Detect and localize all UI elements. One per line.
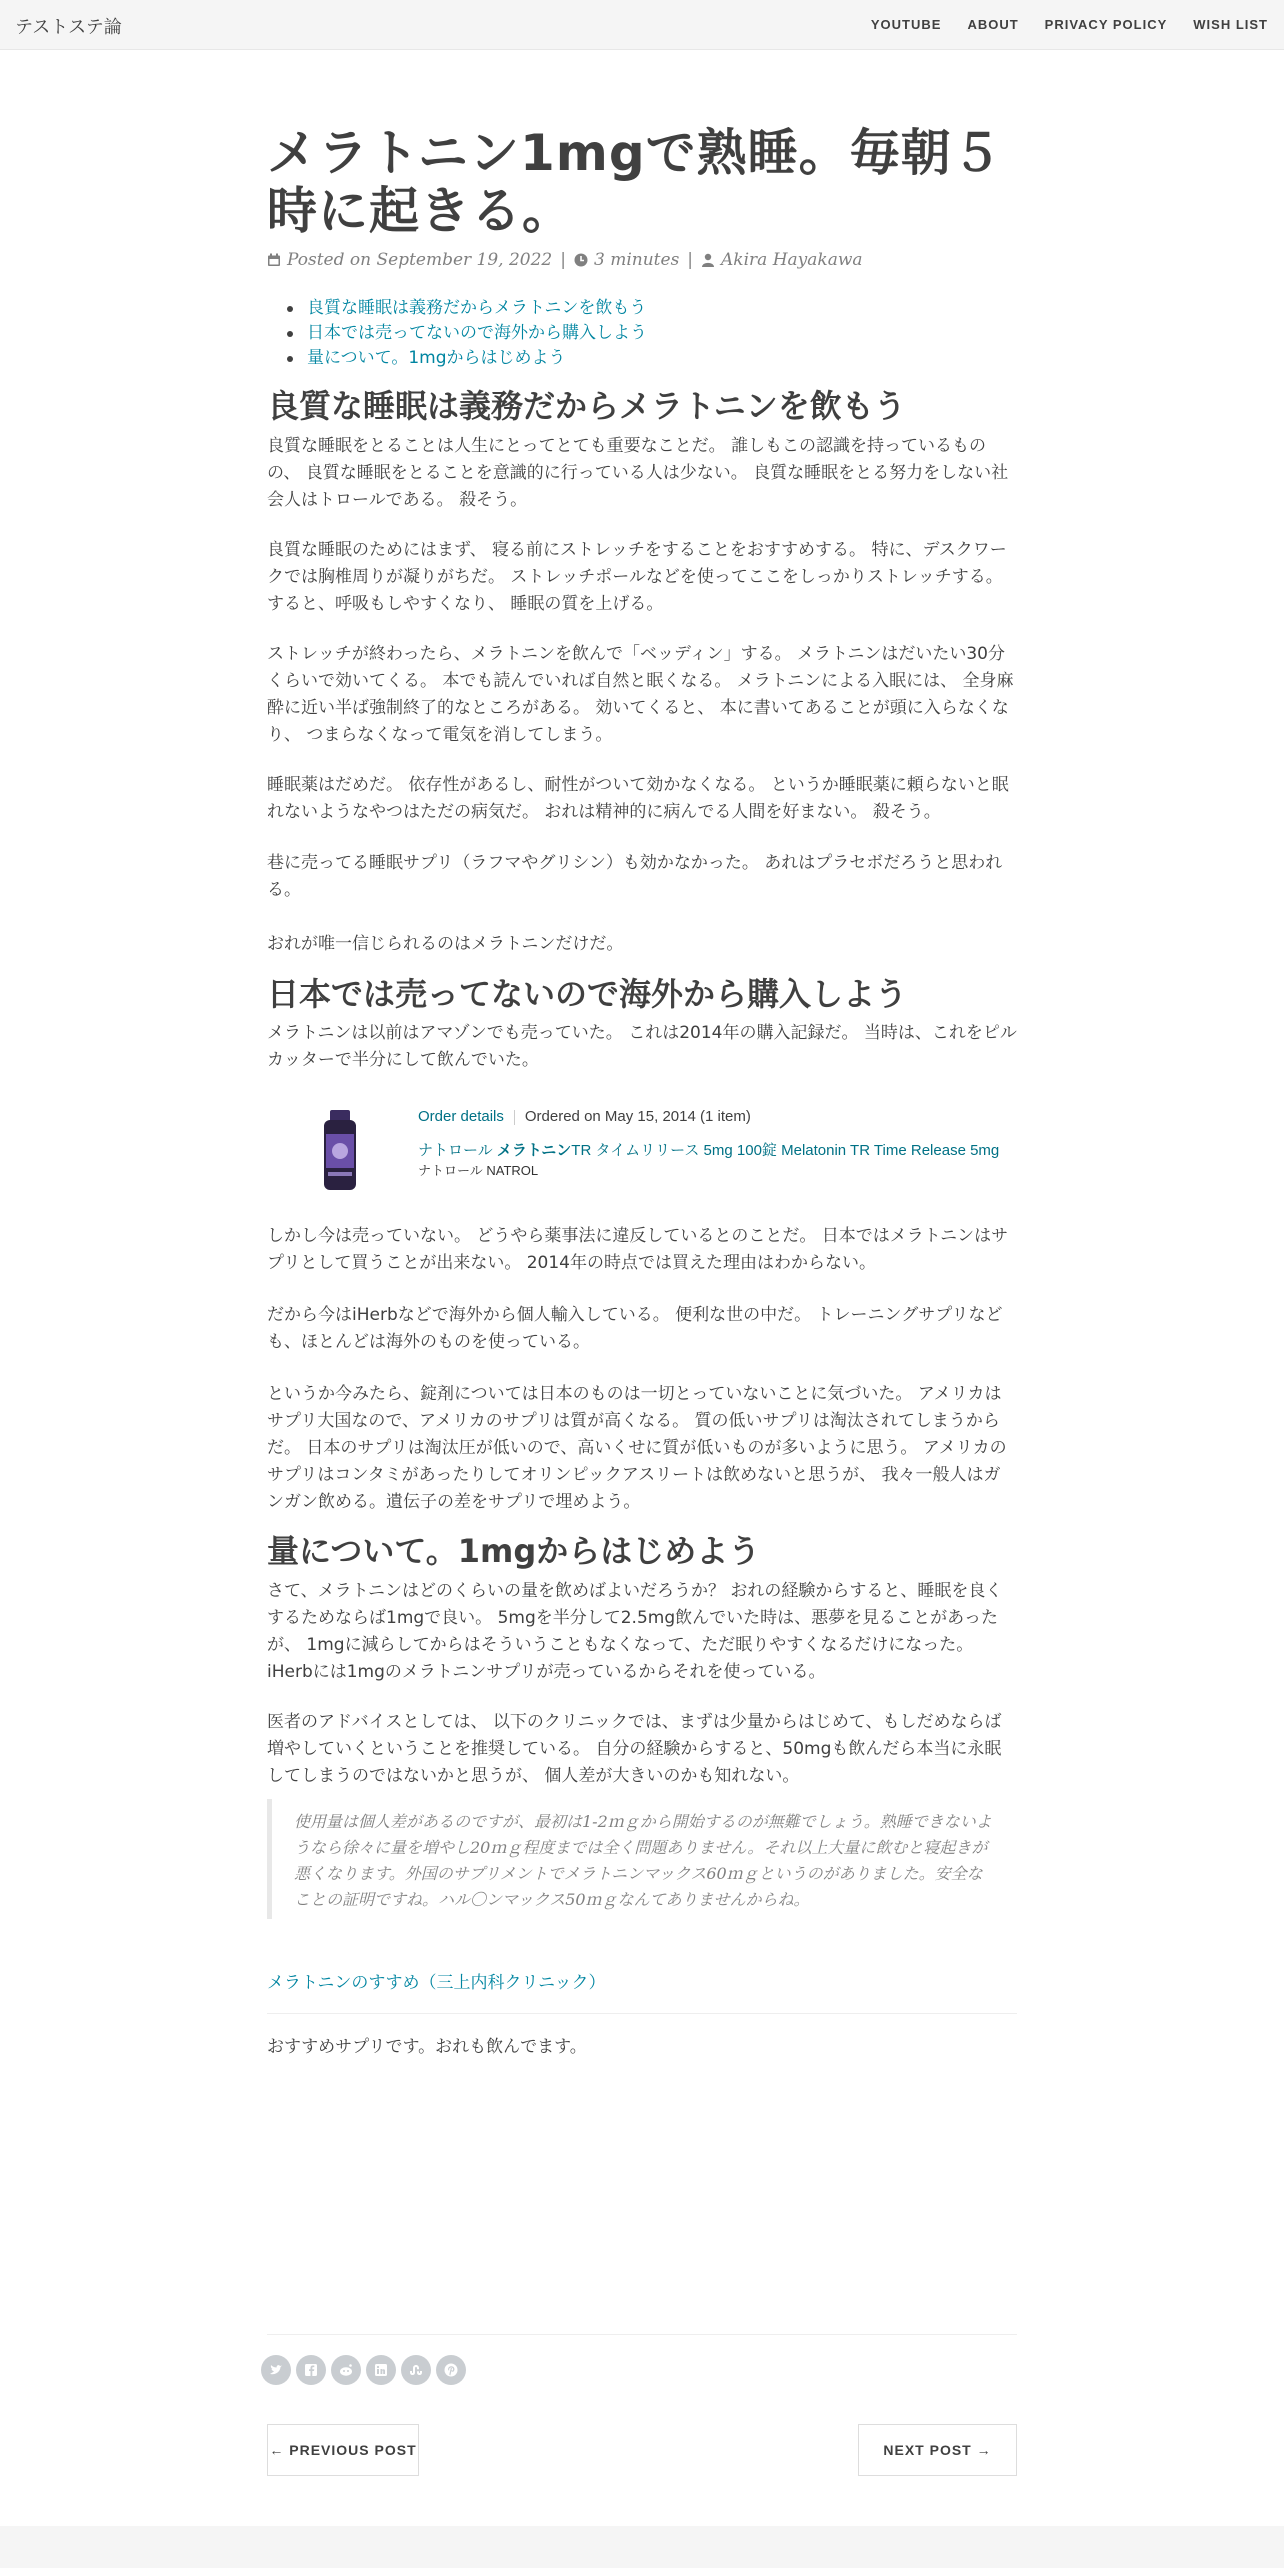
paragraph: 医者のアドバイスとしては、 以下のクリニックでは、まずは少量からはじめて、もしだめならば増やしていくということを推奨している。 自分の経験からすると、50mgも飲んだら本当に永眠してしまうのではないかと思うが、 個人差が大きいのかも知れない。 (267, 1712, 1002, 1786)
post-author: Akira Hayakawa (721, 250, 863, 270)
nav-link-about[interactable]: ABOUT (967, 17, 1019, 32)
closing-text: おすすめサプリです。おれも飲んでます。 (267, 2037, 587, 2057)
toc-link[interactable]: 良質な睡眠は義務だからメラトニンを飲もう (287, 296, 647, 321)
product-name-prefix: ナトロール (418, 1142, 497, 1159)
twitter-icon[interactable] (261, 2355, 291, 2385)
meta-separator: | (560, 250, 566, 270)
amazon-order-screenshot (283, 1104, 1003, 1204)
paragraph: 良質な睡眠のためにはまず、 寝る前にストレッチをすることをおすすめする。 特に、デスクワークでは胸椎周りが凝りがちだ。 ストレッチポールなどを使ってここをしっかりストレッチする。 すると、呼吸もしやすくなり、 睡眠の質を上げる。 (267, 540, 1007, 614)
product-name-rest: TR タイムリリース 5mg 100錠 Melatonin TR Time Release 5mg (571, 1142, 1000, 1159)
post-title: メラトニン1mgで熟睡。毎朝５時に起きる。 (267, 124, 1003, 240)
footer (0, 2526, 1284, 2568)
product-link[interactable] (418, 1139, 999, 1160)
paragraph: だから今はiHerbなどで海外から個人輸入している。 便利な世の中だ。 トレーニングサプリなども、ほとんどは海外のものを使っている。 (267, 1305, 1003, 1352)
ordered-on-text: Ordered on May 15, 2014 (1 item) (524, 1108, 751, 1125)
divider (267, 2334, 1017, 2335)
order-summary (418, 1108, 751, 1125)
read-time: 3 minutes (594, 250, 680, 270)
product-bottle-image (322, 1110, 358, 1192)
paragraph: 睡眠薬はだめだ。 依存性があるし、耐性がついて効かなくなる。 というか睡眠薬に頼らないと眠れないようなやつはただの病気だ。 おれは精神的に病んでる人間を好まない。 殺そう。 (267, 775, 1009, 822)
product-name-bold: メラトニン (496, 1142, 572, 1159)
post-meta (267, 250, 863, 270)
reddit-icon[interactable] (331, 2355, 361, 2385)
paragraph: おれが唯一信じられるのはメラトニンだけだ。 (267, 934, 624, 954)
paragraph: さて、メラトニンはどのくらいの量を飲めばよいだろうか？ おれの経験からすると、睡眠を良くするためならば1mgで良い。 5mgを半分して2.5mg飲んでいた時は、悪夢を見ることがあったが、 1mgに減らしてからはそういうこともなくなって、ただ眠りやすくなるだけになった。 iHerbには1mgのメラトニンサプリが売っているからそれを使っている。 (267, 1581, 1003, 1682)
paragraph: しかし今は売っていない。 どうやら薬事法に違反しているとのことだ。 日本ではメラトニンはサプリとして買うことが出来ない。 2014年の時点では買えた理由はわからない。 (267, 1226, 1009, 1273)
calendar-icon (267, 253, 281, 267)
nav-links (871, 17, 1268, 32)
paragraph: ストレッチが終わったら、メラトニンを飲んで「ベッディン」する。 メラトニンはだいたい30分くらいで効いてくる。 本でも読んでいれば自然と眠くなる。 メラトニンによる入眠には、 全身麻酔に近い半ば強制終了的なところがある。 効いてくると、 本に書いてあることが頭に入らなくなり、 つまらなくなって電気を消してしまう。 (267, 644, 1014, 745)
nav-link-youtube[interactable]: YOUTUBE (870, 17, 942, 32)
navbar (0, 0, 1284, 50)
posted-date: Posted on September 19, 2022 (287, 250, 553, 270)
next-post-button[interactable]: NEXT POST → (858, 2424, 1017, 2476)
section-heading: 日本では売ってないので海外から購入しよう (267, 975, 908, 1013)
clinic-quote: 使用量は個人差があるのですが、最初は1-2ｍｇから開始するのが無難でしょう。熟睡できないようなら徐々に量を増やし20ｍｇ程度までは全く問題ありません。それ以上大量に飲むと寝起きが悪くなります。外国のサプリメントでメラトニンマックス60ｍｇというのがありました。安全なことの証明ですね。ハル〇ンマックス50ｍｇなんてありませんからね。 (267, 1799, 994, 1919)
facebook-icon[interactable] (296, 2355, 326, 2385)
order-details-link[interactable]: Order details (418, 1108, 504, 1125)
nav-link-wish-list[interactable]: WISH LIST (1193, 17, 1268, 32)
share-buttons (261, 2355, 466, 2385)
clinic-source-link[interactable]: メラトニンのすすめ（三上内科クリニック） (267, 1973, 606, 1993)
divider (267, 2013, 1017, 2014)
paragraph: 巷に売ってる睡眠サプリ（ラフマやグリシン）も効かなかった。 あれはプラセボだろうと思われる。 (267, 853, 1003, 900)
previous-post-button[interactable]: ← PREVIOUS POST (267, 2424, 419, 2476)
linkedin-icon[interactable] (366, 2355, 396, 2385)
pinterest-icon[interactable] (436, 2355, 466, 2385)
section-heading: 量について。1mgからはじめよう (267, 1532, 761, 1570)
meta-separator: | (687, 250, 694, 270)
stumbleupon-icon[interactable] (401, 2355, 431, 2385)
site-brand[interactable]: テストステ論 (15, 17, 122, 38)
product-seller: ナトロール NATROL (418, 1163, 539, 1178)
order-divider (514, 1110, 515, 1125)
section-heading: 良質な睡眠は義務だからメラトニンを飲もう (267, 387, 906, 425)
paragraph: メラトニンは以前はアマゾンでも売っていた。 これは2014年の購入記録だ。 当時は、これをピルカッターで半分にして飲んでいた。 (267, 1023, 1017, 1070)
user-icon (701, 253, 715, 267)
paragraph: というか今みたら、錠剤については日本のものは一切とっていないことに気づいた。 アメリカはサプリ大国なので、アメリカのサプリは質が高くなる。 質の低いサプリは淘汰されてしまうからだ。 日本のサプリは淘汰圧が低いので、高いくせに質が低いものが多いように思う。 アメリカのサプリはコンタミがあったりしてオリンピックアスリートは飲めないと思うが、 我々一般人はガンガン飲める。遺伝子の差をサプリで埋めよう。 (267, 1384, 1007, 1512)
toc-link[interactable]: 日本では売ってないので海外から購入しよう (287, 321, 647, 346)
table-of-contents (287, 296, 647, 371)
toc-link[interactable]: 量について。1mgからはじめよう (287, 346, 647, 371)
nav-link-privacy-policy[interactable]: PRIVACY POLICY (1044, 17, 1168, 32)
paragraph: 良質な睡眠をとることは人生にとってとても重要なことだ。 誰しもこの認識を持っているものの、 良質な睡眠をとることを意識的に行っている人は少ない。 良質な睡眠をとる努力をしない社会人はトロールである。 殺そう。 (267, 436, 1009, 510)
clock-icon (574, 253, 588, 267)
